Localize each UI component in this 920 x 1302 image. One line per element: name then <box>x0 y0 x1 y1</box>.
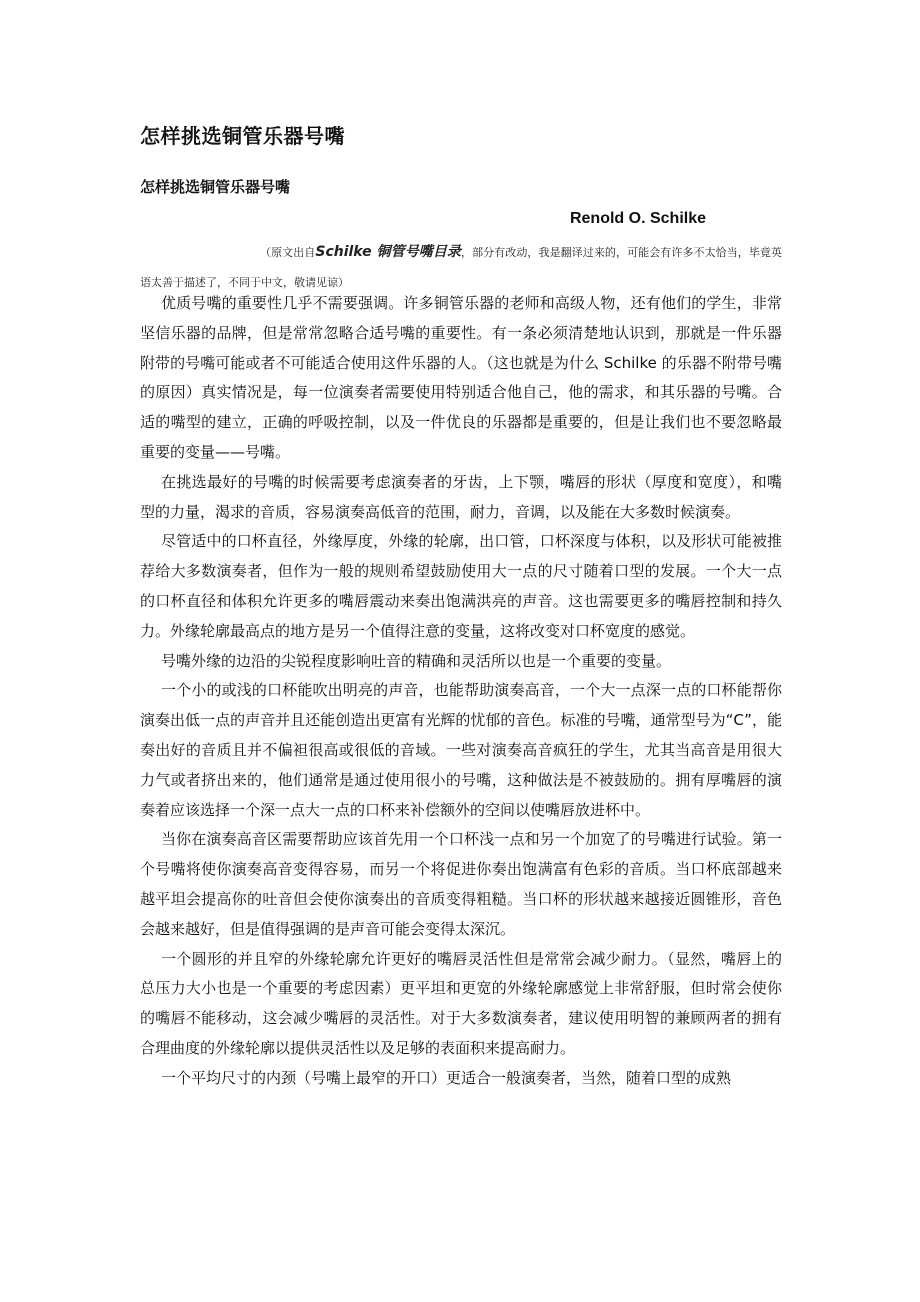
paragraph: 优质号嘴的重要性几乎不需要强调。许多铜管乐器的老师和高级人物，还有他们的学生，非常坚信乐器的品牌，但是常常忽略合适号嘴的重要性。有一条必须清楚地认识到，那就是一件乐器附带的号嘴可能或者不可能适合使用这件乐器的人。（这也就是为什么 Schilke 的乐器不附带号嘴的原因）真实情况是，每一位演奏者需要使用特别适合他自己，他的需求，和其乐器的号嘴。合适的嘴型的建立，正确的呼吸控制，以及一件优良的乐器都是重要的，但是让我们也不要忽略最重要的变量——号嘴。 <box>140 294 782 461</box>
paragraph: 尽管适中的口杯直径，外缘厚度，外缘的轮廓，出口管，口杯深度与体积，以及形状可能被推荐给大多数演奏者，但作为一般的规则希望鼓励使用大一点的尺寸随着口型的发展。一个大一点的口杯直径和体积允许更多的嘴唇震动来奏出饱满洪亮的声音。这也需要更多的嘴唇控制和持久力。外缘轮廓最高点的地方是另一个值得注意的变量，这将改变对口杯宽度的感觉。 <box>140 532 782 640</box>
paragraph: 在挑选最好的号嘴的时候需要考虑演奏者的牙齿，上下颚，嘴唇的形状（厚度和宽度），和嘴型的力量，渴求的音质，容易演奏高低音的范围，耐力，音调，以及能在大多数时候演奏。 <box>140 472 782 521</box>
note-prefix: （原文出自 <box>260 246 316 259</box>
page-title: 怎样挑选铜管乐器号嘴 <box>140 124 345 148</box>
paragraph: 一个圆形的并且窄的外缘轮廓允许更好的嘴唇灵活性但是常常会减少耐力。（显然，嘴唇上的总压力大小也是一个重要的考虑因素）更平坦和更宽的外缘轮廓感觉上非常舒服，但时常会使你的嘴唇不能移动，这会减少嘴唇的灵活性。对于大多数演奏者，建议使用明智的兼顾两者的拥有合理曲度的外缘轮廓以提供灵活性以及足够的表面积来提高耐力。 <box>140 949 782 1057</box>
paragraph: 当你在演奏高音区需要帮助应该首先用一个口杯浅一点和另一个加宽了的号嘴进行试验。第一个号嘴将使你演奏高音变得容易，而另一个将促进你奏出饱满富有色彩的音质。当口杯底部越来越平坦会提高你的吐音但会使你演奏出的音质变得粗糙。当口杯的形状越来越接近圆锥形，音色会越来越好，但是值得强调的是声音可能会变得太深沉。 <box>140 830 782 938</box>
article-body <box>140 289 782 1185</box>
author-name: Renold O. Schilke <box>569 210 706 227</box>
article-subtitle: 怎样挑选铜管乐器号嘴 <box>140 178 291 196</box>
paragraph: 一个平均尺寸的内颈（号嘴上最窄的开口）更适合一般演奏者，当然，随着口型的成熟 <box>161 1068 732 1087</box>
note-suffix: ，部分有改动，我是翻译过来的，可能会有许多不太恰当，毕竟英语太善于描述了，不同于中文，敬请见谅） <box>140 246 782 289</box>
paragraph: 号嘴外缘的边沿的尖锐程度影响吐音的精确和灵活所以也是一个重要的变量。 <box>161 651 672 670</box>
catalog-name: Schilke 铜管号嘴目录 <box>315 244 461 260</box>
paragraph: 一个小的或浅的口杯能吹出明亮的声音，也能帮助演奏高音，一个大一点深一点的口杯能帮你演奏出低一点的声音并且还能创造出更富有光辉的忧郁的音色。标准的号嘴，通常型号为“C”，能奏出好的音质且并不偏袒很高或很低的音域。一些对演奏高音疯狂的学生，尤其当高音是用很大力气或者挤出来的，他们通常是通过使用很小的号嘴，这种做法是不被鼓励的。拥有厚嘴唇的演奏着应该选择一个深一点大一点的口杯来补偿额外的空间以使嘴唇放进杯中。 <box>140 681 782 819</box>
